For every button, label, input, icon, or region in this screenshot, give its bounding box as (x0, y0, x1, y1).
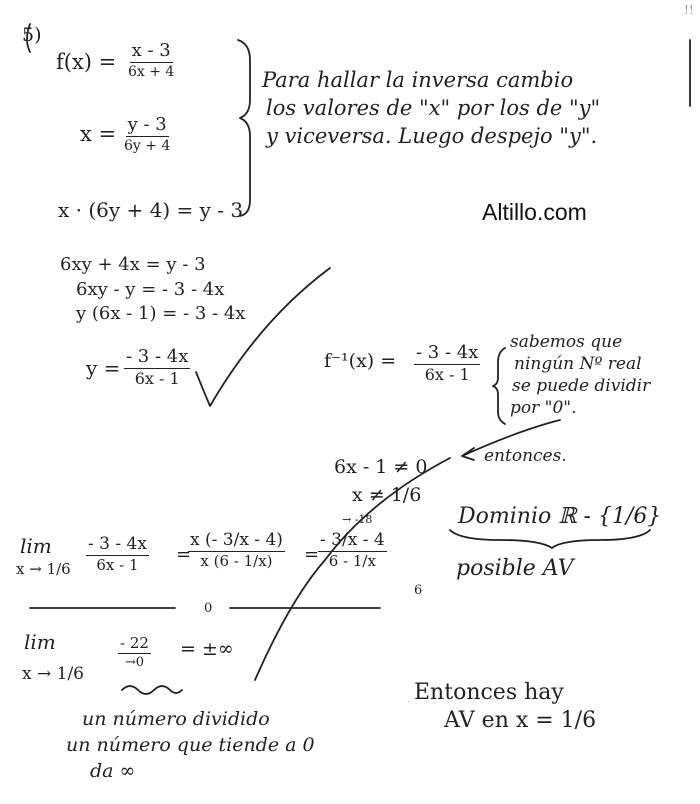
domain-brace (450, 530, 650, 548)
entonces-note: entonces. (484, 446, 567, 466)
note-division-line-1: sabemos que (510, 332, 623, 352)
zero-mark: 0 (204, 601, 213, 616)
swap-lhs: x = (80, 122, 117, 146)
inverse-numerator: - 3 - 4x (416, 342, 479, 363)
multiply-step: x · (6y + 4) = y - 3 (58, 198, 244, 222)
problem-number: 5) (22, 24, 42, 46)
note-inverse-line-2: los valores de "x" por los de "y" (266, 96, 601, 120)
limit1-fraction-3-denominator: 6 - 1/x (328, 552, 376, 570)
y-result-denominator: 6x - 1 (134, 369, 180, 388)
function-fraction (128, 42, 174, 79)
limit1-equals-2: = (304, 544, 320, 565)
watermark: Altillo.com (482, 199, 587, 225)
note-division-line-3: se puede dividir (512, 376, 651, 396)
domain-label: Dominio ℝ - {1/6} (458, 504, 662, 529)
limit1-subscript: x → 1/6 (16, 560, 71, 578)
restriction-line-2: x ≠ 1/6 (352, 484, 422, 506)
note-final-line-1: un número dividido (82, 708, 270, 730)
swap-denominator: 6y + 4 (124, 138, 171, 154)
swap-numerator: y - 3 (127, 114, 167, 135)
limit1-fraction-3 (318, 532, 387, 569)
limit1-fraction-1-numerator: - 3 - 4x (88, 534, 147, 554)
limit1-equals-1: = (176, 544, 192, 565)
inverse-denominator: 6x - 1 (424, 365, 470, 384)
curly-brace (238, 40, 250, 216)
function-denominator: 6x + 4 (128, 64, 175, 80)
restriction-line-1: 6x - 1 ≠ 0 (334, 456, 428, 478)
limit1-arrow-top: → -18 (342, 513, 373, 526)
y-result-lhs: y = (86, 356, 121, 380)
limit1-arrow-bottom: 6 (414, 583, 423, 598)
y-result-fraction (124, 348, 190, 387)
note-final-line-2: un número que tiende a 0 (66, 734, 315, 756)
inverse-fraction (414, 344, 480, 383)
limit1-fraction-1-denominator: 6x - 1 (96, 556, 139, 574)
limit1-fraction-1 (86, 536, 149, 573)
inverse-lhs: f⁻¹(x) = (324, 350, 397, 372)
conclusion-line-2: AV en x = 1/6 (444, 708, 597, 733)
function-lhs: f(x) = (56, 50, 117, 74)
limit1-fraction-2 (188, 532, 285, 569)
algebra-line-3: y (6x - 1) = - 3 - 4x (76, 303, 246, 324)
limit1-fraction-2-denominator: x (6 - 1/x) (200, 552, 273, 570)
small-brace (493, 348, 505, 424)
function-numerator: x - 3 (131, 40, 171, 61)
limit2-denominator: →0 (124, 655, 145, 670)
note-division-line-2: ningún Nº real (514, 354, 642, 374)
y-result-numerator: - 3 - 4x (126, 346, 189, 367)
note-inverse-line-1: Para hallar la inversa cambio (262, 68, 574, 92)
note-division-line-4: por "0". (510, 398, 577, 418)
limit2-result: = ±∞ (180, 638, 234, 660)
note-inverse-line-3: y viceversa. Luego despejo "y". (266, 124, 598, 148)
algebra-line-2: 6xy - y = - 3 - 4x (76, 279, 225, 300)
possible-av: posible AV (456, 556, 574, 581)
swap-fraction (124, 116, 170, 153)
limit2-lim: lim (24, 630, 56, 654)
corner-mark: !! (684, 3, 694, 17)
algebra-line-1: 6xy + 4x = y - 3 (60, 254, 206, 275)
conclusion-line-1: Entonces hay (414, 680, 564, 705)
limit2-subscript: x → 1/6 (22, 664, 84, 684)
squiggle (122, 686, 182, 694)
note-final-line-3: da ∞ (90, 760, 136, 782)
limit2-fraction (118, 636, 151, 669)
limit1-fraction-2-numerator: x (- 3/x - 4) (190, 530, 283, 550)
limit2-numerator: - 22 (120, 634, 149, 652)
limit1-fraction-3-numerator: - 3/x - 4 (320, 530, 385, 550)
limit1-lim: lim (20, 534, 52, 558)
